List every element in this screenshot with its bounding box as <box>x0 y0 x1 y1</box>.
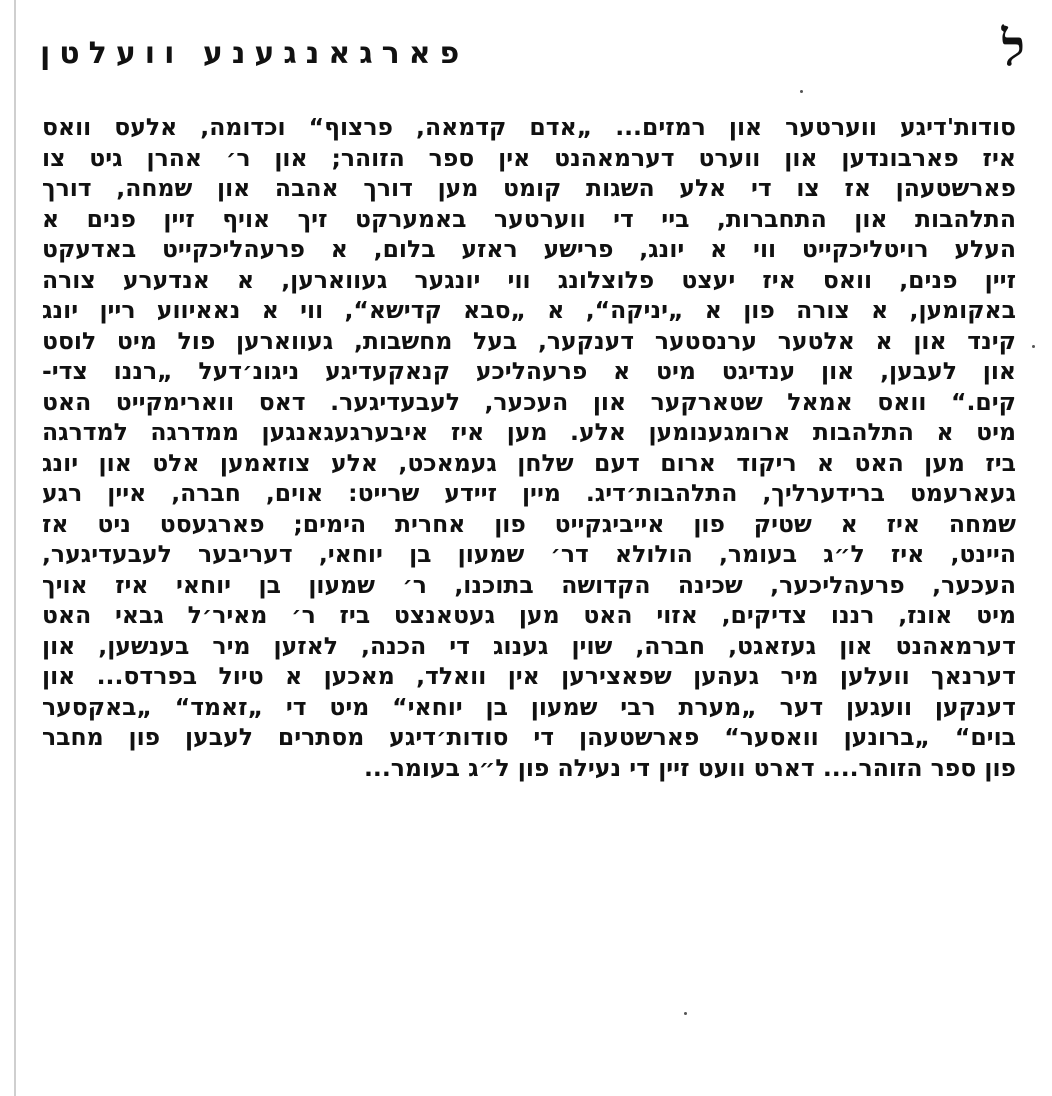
text-line: סודות'דיגע ווערטער און רמזים... „אדם קדמאה, פרצוף“ וכדומה, אלעס וואס <box>42 113 1016 141</box>
text-line: איז פארבונדען און ווערט דערמאהנט אין ספר הזוהר; און ר׳ אהרן גיט צו <box>42 143 1016 172</box>
text-line: און לעבען, און ענדיגט מיט א פרעהליכע קנאקעדיגע ניגונ׳דעל „רננו צדי- <box>42 357 1016 385</box>
text-line: דערמאהנט און געזאגט, חברה, שוין גענוג די הכנה, לאזען מיר בענשען, און <box>42 631 1016 660</box>
text-line: מיט א התלהבות ארומגענומען אלע. מען איז איבערגעגאנגען ממדרגה למדרגה <box>42 418 1016 446</box>
text-line: דערנאך וועלען מיר געהען שפאצירען אין וואלד, מאכען א טיול בפרדס... און <box>42 662 1016 690</box>
text-line: קינד און א אלטער ערנסטער דענקער, בעל מחשבות, געווארען פול מיט לוסט <box>42 326 1016 355</box>
text-line: מיט אונז, רננו צדיקים, אזוי האט מען געטאנצט ביז ר׳ מאיר׳ל גבאי האט <box>42 601 1016 629</box>
text-line: העכער, פרעהליכער, שכינה הקדושה בתוכנו, ר׳ שמעון בן יוחאי איז אויך <box>42 570 1016 599</box>
text-line: שמחה איז א שטיק פון אייביגקייט פון אחרית הימים; פארגעסט ניט אז <box>42 509 1016 538</box>
text-line: התלהבות און התחברות, ביי די ווערטער באמערקט זיך אויף זיין פנים א <box>42 204 1016 233</box>
text-line: העלע רויטליכקייט ווי א יונג, פרישע ראזע בלום, א פרעהליכקייט באדעקט <box>42 235 1016 263</box>
text-line: פארשטעהן אז צו די אלע השגות קומט מען דורך אהבה און שמחה, דורך <box>42 174 1016 202</box>
binding-edge-line <box>14 0 16 1096</box>
scan-speck <box>1032 345 1035 348</box>
scan-speck <box>800 90 803 93</box>
page-header <box>40 18 1025 84</box>
text-line-last: פון ספר הזוהר.... דארט וועט זיין די נעילה פון ל״ג בעומר... <box>364 753 1016 782</box>
text-line: ביז מען האט א ריקוד ארום דעם שלחן געמאכט, אלע צוזאמען אלט און יונג <box>42 448 1016 477</box>
text-line: באקומען, א צורה פון א „יניקה“, א „סבא קדישא“, ווי א נאאיווע ריין יונג <box>42 296 1016 324</box>
text-line: קים.“ וואס אמאל שטארקער און העכער, לעבעדיגער. דאס ווארימקייט האט <box>42 387 1016 416</box>
scan-speck <box>684 1012 687 1015</box>
text-line: געארעמט ברידערליך, התלהבות׳דיג. מיין זיידע שרייט: אוים, חברה, איין רגע <box>42 479 1016 507</box>
running-head: פארגאנגענע וועלטן <box>40 36 469 71</box>
text-line: דענקען וועגען דער „מערת רבי שמעון בן יוחאי“ מיט די „זאמד“ „באקסער <box>42 692 1016 721</box>
body-text <box>42 112 1016 783</box>
text-line: היינט, איז ל״ג בעומר, הולולא דר׳ שמעון בן יוחאי, דעריבער לעבעדיגער, <box>42 540 1016 568</box>
text-line: בוים“ „ברונען וואסער“ פארשטעהן די סודות׳דיגע מסתרים לעבען פון מחבר <box>42 723 1016 751</box>
text-line: זיין פנים, וואס איז יעצט פלוצלונג ווי יונגער געווארען, א אנדערע צורה <box>42 265 1016 294</box>
page-number: ל <box>1001 18 1025 77</box>
